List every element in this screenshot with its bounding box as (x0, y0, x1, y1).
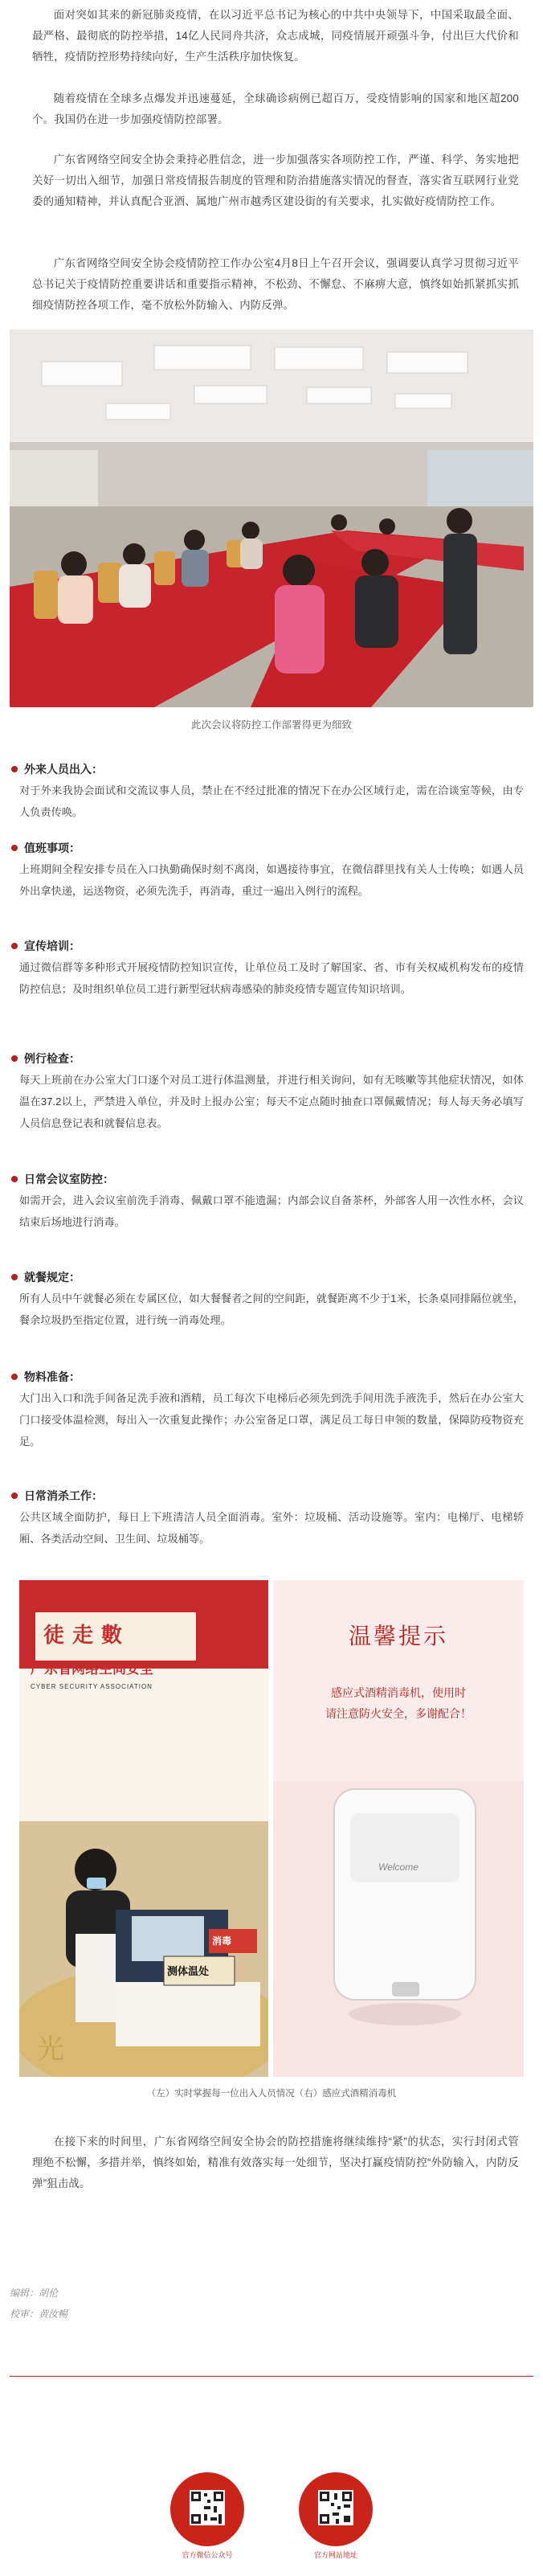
website-qr-label: 官方网站地址 (313, 2551, 357, 2559)
qr-pattern (190, 2490, 225, 2525)
footer-divider (10, 2376, 533, 2377)
reception-banner-title: 广东省网络空间安全 (31, 1661, 153, 1677)
meeting-photo-drawing (10, 330, 533, 707)
website-qr-badge[interactable] (299, 2472, 373, 2546)
section-body: 通过微信群等多种形式开展疫情防控知识宣传，让单位员工及时了解国家、省、市有关权威机构发布的疫情防控信息；及时组织单位员工进行新型冠状病毒感染的肺炎疫情专题宣传知识培训。 (19, 961, 524, 995)
section-dining (10, 1268, 524, 1331)
bullet-icon (11, 1055, 18, 1062)
wechat-qr-badge[interactable] (170, 2472, 244, 2546)
dispenser-brand: Welcome (378, 1861, 418, 1873)
section-title: 外来人员出入： (24, 763, 103, 776)
reception-banner-en: CYBER SECURITY ASSOCIATION (31, 1683, 153, 1690)
section-body: 所有人员中午就餐必须在专属区位，如大餐餐者之间的空间距，就餐距离不少于1米，长条桌同排隔位就坐，餐余垃圾扔至指定位置，进行统一消毒处理。 (19, 1292, 524, 1326)
sanitizer-line-1: 感应式酒精消毒机，使用时 (331, 1686, 466, 1699)
meeting-photo-caption: 此次会议将防控工作部署得更为细致 (190, 719, 352, 731)
intro-paragraph-1: 面对突如其来的新冠肺炎疫情，在以习近平总书记为核心的中共中央领导下，中国采取最全面、最严格、最彻底的防控举措，14亿人民同舟共济，众志成城，同疫情展开顽强斗争，付出巨大代价和牺牲，疫情防控形势持续向好，生产生活秩序加快恢复。 (32, 9, 519, 63)
photos-caption: （左）实时掌握每一位出入人员情况（右）感应式酒精消毒机 (146, 2089, 397, 2099)
sanitizer-heading: 温馨提示 (348, 1624, 448, 1648)
meeting-photo (10, 330, 533, 707)
bullet-icon (11, 1493, 18, 1499)
bullet-icon (11, 766, 18, 772)
bullet-icon (11, 1176, 18, 1182)
section-inspection (10, 1050, 524, 1134)
section-meeting-room (10, 1170, 524, 1233)
reviewer-credit: 校审：黄汝暢 (10, 2308, 68, 2320)
section-body: 如需开会，进入会议室前洗手消毒、佩戴口罩不能遗漏；内部会议自备茶杯，外部客人用一次性水杯，会议结束后场地进行消毒。 (19, 1194, 524, 1228)
bullet-icon (11, 1374, 18, 1380)
sanitizer-photo (273, 1580, 524, 2077)
bullet-icon (11, 1274, 18, 1280)
floor-emblem-text: 光 (37, 2034, 64, 2065)
section-body: 大门出入口和洗手间备足洗手液和酒精，员工每次下电梯后必须先到洗手间用洗手液洗手，然后在办公室大门口接受体温检测，每出入一次重复此操作；办公室备足口罩，满足员工每日申领的数量，保障防疫物资充足。 (19, 1392, 524, 1448)
intro-paragraph-2: 随着疫情在全球多点爆发并迅速蔓延，全球确诊病例已超百万，受疫情影响的国家和地区超200个。我国仍在进一步加强疫情防控部署。 (32, 92, 519, 125)
section-body: 公共区域全面防护，每日上下班清洁人员全面消毒。室外：垃圾桶、活动设施等。室内：电梯厅、电梯轿厢、各类活动空间、卫生间、垃圾桶等。 (19, 1511, 524, 1545)
section-title: 例行检查： (24, 1052, 80, 1065)
qr-pattern (318, 2490, 353, 2525)
disinfect-sign: 消毒 (212, 1935, 232, 1947)
reception-photo (19, 1580, 268, 2077)
bullet-icon (11, 943, 18, 949)
section-title: 日常消杀工作： (24, 1489, 103, 1502)
bullet-icon (11, 845, 18, 851)
section-supplies (10, 1368, 524, 1452)
section-title: 宣传培训： (24, 940, 80, 952)
closing-paragraph: 在接下来的时间里，广东省网络空间安全协会的防控措施将继续维持“紧”的状态，实行封闭式管理绝不松懈，多措并举，慎终如始，精准有效落实每一处细节，坚决打赢疫情防控“外防输入，内防反弹”狙击战。 (32, 2136, 519, 2189)
wechat-qr-label: 官方微信公众号 (182, 2551, 233, 2559)
temperature-desk-sign: 测体温处 (167, 1965, 210, 1977)
section-disinfection (10, 1487, 524, 1550)
reception-photo-drawing (19, 1580, 268, 2077)
intro-paragraph-4: 广东省网络空间安全协会疫情防控工作办公室4月8日上午召开会议，强调要认真学习贯彻习近平总书记关于疫情防控重要讲话和重要指示精神，不松劲、不懈怠、不麻痹大意，慎终如始抓紧抓实抓细疫情防控各项工作，毫不放松外防输入、内防反弹。 (32, 257, 519, 311)
editor-credit: 编辑：胡伦 (10, 2287, 59, 2299)
section-training (10, 937, 524, 1000)
sanitizer-photo-drawing (273, 1580, 524, 2077)
sanitizer-line-2: 请注意防火安全，多谢配合！ (325, 1707, 472, 1720)
qr-code-icon (318, 2490, 353, 2525)
section-visitors (10, 760, 524, 823)
section-body: 每天上班前在办公室大门口逐个对员工进行体温测量，并进行相关询问，如有无咳嗽等其他症状情况，如体温在37.2以上，严禁进入单位，并及时上报办公室；每天不定点随时抽查口罩佩戴情况；每人每天务必填写人员信息登记表和就餐信息表。 (19, 1074, 524, 1129)
section-body: 对于外来我协会面试和交流议事人员，禁止在不经过批准的情况下在办公区域行走，需在洽谈室等候，由专人负责传唤。 (19, 784, 524, 818)
section-title: 日常会议室防控： (24, 1173, 114, 1186)
reception-wall-text: 徒走數 (43, 1623, 131, 1647)
section-body: 上班期间全程安排专员在入口执勤确保时刻不离岗，如遇接待事宜，在微信群里找有关人士传唤；如遇人员外出拿快递，运送物资，必须先洗手，再消毒，重过一遍出入例行的流程。 (19, 863, 524, 897)
section-title: 就餐规定： (24, 1271, 80, 1284)
section-title: 值班事项： (24, 842, 80, 854)
intro-paragraph-3: 广东省网络空间安全协会秉持必胜信念，进一步加强落实各项防控工作，严谨、科学、务实地把关好一切出入细节，加强日常疫情报告制度的管理和防治措施落实情况的督查，落实省互联网行业党委的通知精神，并认真配合亚酒、属地广州市越秀区建设街的有关要求，扎实做好疫情防控工作。 (32, 154, 519, 207)
qr-code-icon (190, 2490, 225, 2525)
section-duty (10, 839, 524, 902)
section-title: 物料准备： (24, 1370, 80, 1383)
